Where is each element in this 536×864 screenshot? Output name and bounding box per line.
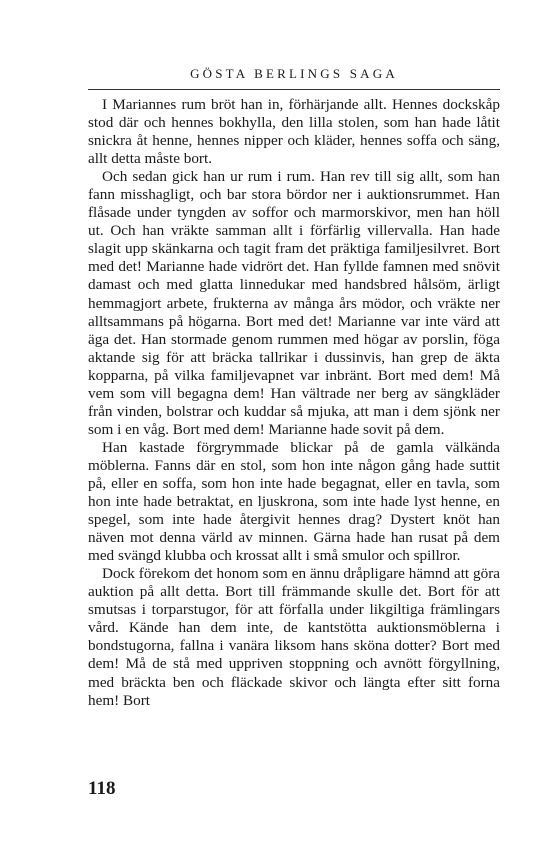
page-number: 118 xyxy=(88,778,116,799)
paragraph-1: I Mariannes rum bröt han in, förhärjande allt. Hennes dockskåp stod där och hennes bokhylla, den lilla stolen, som han hade låtit snickra åt henne, hennes nipper och kläder, hennes soffa och säng, allt detta måste bort. xyxy=(88,96,500,168)
header-rule xyxy=(88,89,500,90)
paragraph-4: Dock förekom det honom som en ännu dråpligare hämnd att göra auktion på allt detta. Bort till främmande skulle det. Bort för att smutsas i torparstugor, för att förfalla under likgiltiga främlingars vård. Kände han dem inte, de kantstötta auktionsmöblerna i bondstugorna, fallna i vanära liksom hans sköna dotter? Bort med dem! Må de stå med uppriven stoppning och avnött förgyllning, med bräckta ben och fläckade skivor och längta efter sitt forna hem! Bort xyxy=(88,565,500,709)
paragraph-3: Han kastade förgrymmade blickar på de gamla välkända möblerna. Fanns där en stol, som hon inte någon gång hade suttit på, eller en soffa, som hon inte hade begagnat, eller en tavla, som hon inte hade betraktat, en ljuskrona, som inte hade lyst henne, en spegel, som inte hade återgivit hennes drag? Dystert knöt han näven mot denna värld av minnen. Gärna hade han rusat på dem med svängd klubba och krossat allt i små smulor och spillror. xyxy=(88,438,500,565)
running-header: GÖSTA BERLINGS SAGA xyxy=(190,66,398,81)
paragraph-2: Och sedan gick han ur rum i rum. Han rev till sig allt, som han fann misshagligt, och bar stora bördor ner i auktionsrummet. Han flåsade under tyngden av soffor och marmorskivor, men han höll ut. Och han vräkte samman allt i förfärlig villervalla. Han hade slagit upp skänkarna och tagit fram det präktiga familjesilvret. Bort med det! Marianne hade vidrört det. Han fyllde famnen med snövit damast och med glatta linnedukar med handsbred hålsöm, ärligt hemmagjort arbete, frukterna av många års mödor, och vräkte ner alltsammans på högarna. Bort med det! Marianne var inte värd att äga det. Han stormade genom rummen med högar av porslin, föga aktande sig för att bräcka tallrikar i dussinvis, han grep de äkta kopparna, på vilka familjevapnet var inbränt. Bort med dem! Må vem som vill begagna dem! Han vältrade ner berg av sängkläder från vinden, bolstrar och kuddar så mjuka, att man i dem sjönk ner som i en våg. Bort med dem! Marianne hade sovit på dem. xyxy=(88,168,500,438)
body-text xyxy=(88,96,500,710)
